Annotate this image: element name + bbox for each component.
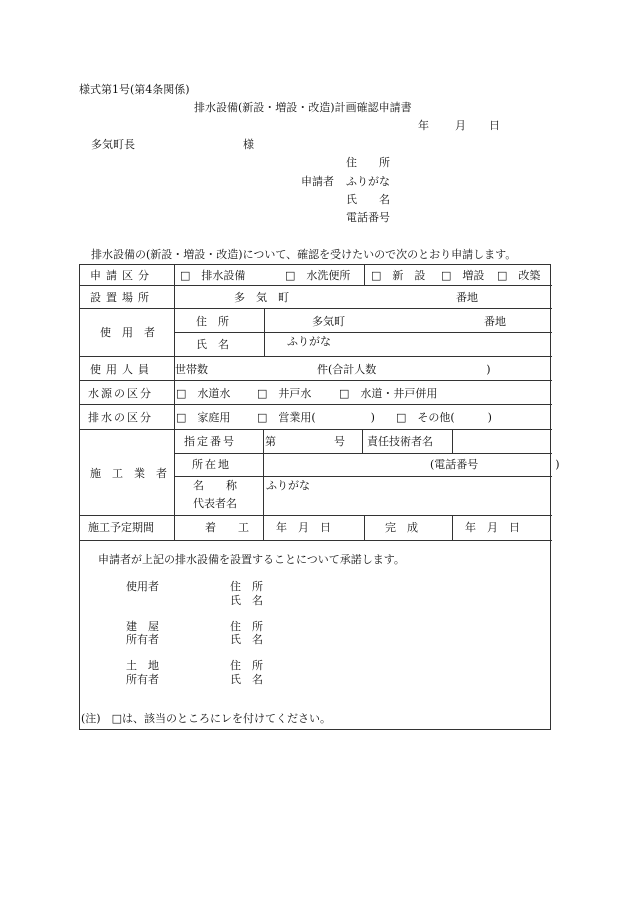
schedule-start-label: 着 工 xyxy=(205,521,249,534)
addressee-honorific: 様 xyxy=(243,138,254,151)
schedule-start-date: 年 月 日 xyxy=(276,521,331,534)
type-renovation-checkbox[interactable]: □ 改築 xyxy=(497,269,541,282)
contractor-location-label: 所在地 xyxy=(192,458,231,471)
location-label: 設置場所 xyxy=(90,291,154,304)
water-source-label: 水源の区分 xyxy=(88,387,153,400)
drainage-label: 排水の区分 xyxy=(88,411,153,424)
type-new-checkbox[interactable]: □ 新 設 xyxy=(371,269,426,282)
applicant-label: 申請者 xyxy=(301,175,334,188)
consent-land-name: 氏 名 xyxy=(230,673,263,686)
consent-land-label-2: 所有者 xyxy=(126,673,159,686)
consent-building-label-1: 建 屋 xyxy=(126,620,159,633)
members-households: 世帯数 xyxy=(175,363,208,376)
date-month: 月 xyxy=(455,119,466,132)
members-label: 使用人員 xyxy=(90,363,154,376)
consent-land-address: 住 所 xyxy=(230,659,263,672)
schedule-end-date: 年 月 日 xyxy=(465,521,520,534)
consent-user-name: 氏 名 xyxy=(230,594,263,607)
location-banchi: 番地 xyxy=(456,291,478,304)
intro-text: 排水設備の(新設・増設・改造)について、確認を受けたいので次のとおり申請します。 xyxy=(91,248,517,261)
type-drainage-checkbox[interactable]: □ 排水設備 xyxy=(180,269,246,282)
consent-building-address: 住 所 xyxy=(230,620,263,633)
consent-statement: 申請者が上記の排水設備を設置することについて承諾します。 xyxy=(98,553,405,566)
applicant-address-label: 住 所 xyxy=(346,156,390,169)
form-number: 様式第1号(第4条関係) xyxy=(79,83,190,96)
water-tap-checkbox[interactable]: □ 水道水 xyxy=(176,387,231,400)
contractor-no-prefix: 第 xyxy=(265,435,276,448)
contractor-phone: (電話番号 ) xyxy=(430,458,560,471)
contractor-designation-label: 指定番号 xyxy=(184,435,236,448)
contractor-furigana: ふりがな xyxy=(266,479,310,492)
application-type-label: 申請区分 xyxy=(90,269,154,282)
page-title: 排水設備(新設・増設・改造)計画確認申請書 xyxy=(194,101,412,114)
date-year: 年 xyxy=(418,119,429,132)
consent-building-name: 氏 名 xyxy=(230,633,263,646)
addressee-mayor: 多気町長 xyxy=(91,138,135,151)
water-well-checkbox[interactable]: □ 井戸水 xyxy=(257,387,312,400)
user-name-label: 氏 名 xyxy=(196,338,229,351)
drainage-business-checkbox[interactable]: □ 営業用( ) xyxy=(257,411,375,424)
drainage-household-checkbox[interactable]: □ 家庭用 xyxy=(176,411,231,424)
consent-building-label-2: 所有者 xyxy=(126,633,159,646)
consent-user-address: 住 所 xyxy=(230,580,263,593)
user-banchi: 番地 xyxy=(484,315,506,328)
consent-user-label: 使用者 xyxy=(126,580,159,593)
water-combined-checkbox[interactable]: □ 水道・井戸併用 xyxy=(339,387,438,400)
type-extension-checkbox[interactable]: □ 増設 xyxy=(441,269,485,282)
schedule-label: 施工予定期間 xyxy=(88,521,154,534)
contractor-rep-label: 代表者名 xyxy=(193,497,237,510)
date-day: 日 xyxy=(489,119,500,132)
user-label: 使 用 者 xyxy=(100,326,155,339)
applicant-furigana-label: ふりがな xyxy=(346,175,390,188)
applicant-name-label: 氏 名 xyxy=(346,193,390,206)
members-total: 件(合計人数 ) xyxy=(317,363,491,376)
user-furigana: ふりがな xyxy=(287,335,331,348)
user-address-label: 住 所 xyxy=(196,315,229,328)
note-text: (注) □は、該当のところにレを付けてください。 xyxy=(81,712,331,725)
contractor-engineer-label: 責任技術者名 xyxy=(367,435,433,448)
schedule-end-label: 完 成 xyxy=(385,521,418,534)
contractor-label: 施 工 業 者 xyxy=(90,467,167,480)
contractor-no-suffix: 号 xyxy=(334,435,345,448)
type-flush-toilet-checkbox[interactable]: □ 水洗便所 xyxy=(285,269,351,282)
consent-land-label-1: 土 地 xyxy=(126,659,159,672)
user-address-value: 多気町 xyxy=(312,315,345,328)
application-form-table xyxy=(79,264,560,730)
location-town: 多 気 町 xyxy=(234,291,289,304)
applicant-phone-label: 電話番号 xyxy=(346,211,390,224)
contractor-name-label: 名 称 xyxy=(193,479,237,492)
drainage-other-checkbox[interactable]: □ その他( ) xyxy=(396,411,492,424)
